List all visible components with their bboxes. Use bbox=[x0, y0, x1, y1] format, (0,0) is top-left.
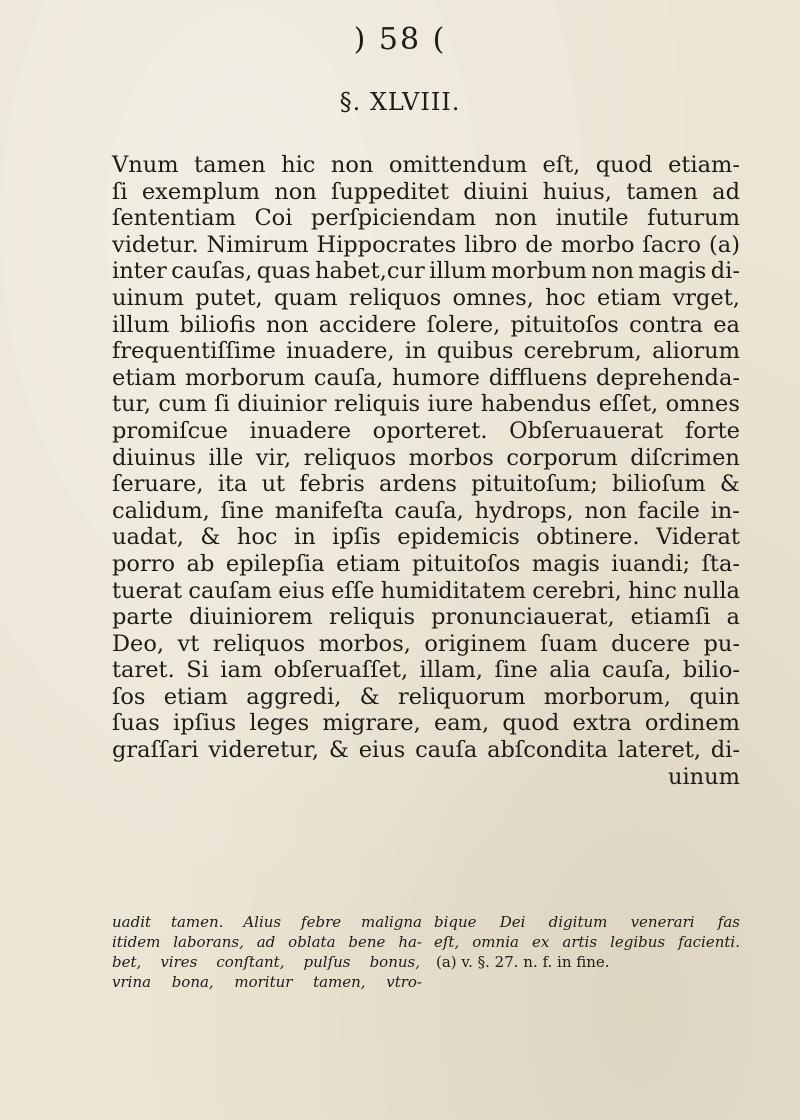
word: ipſius bbox=[173, 710, 237, 737]
word: conſtant, bbox=[216, 953, 285, 971]
word: quin bbox=[689, 683, 740, 710]
word: vir, bbox=[255, 444, 292, 471]
word: di- bbox=[710, 737, 740, 764]
word: epilepſia bbox=[225, 550, 325, 577]
text-line bbox=[112, 524, 740, 551]
word: venerari bbox=[630, 913, 695, 931]
text-line bbox=[112, 205, 740, 232]
text-line bbox=[112, 232, 740, 259]
word: cauſa, bbox=[313, 364, 384, 391]
word: digitum bbox=[548, 913, 608, 931]
word: ea bbox=[713, 311, 740, 338]
word: Obſeruauerat bbox=[509, 417, 664, 444]
word: bique bbox=[434, 913, 477, 931]
word: inuadere, bbox=[286, 338, 395, 365]
footnote-row bbox=[112, 952, 740, 972]
word: oblata bbox=[288, 933, 336, 951]
word: hoc bbox=[545, 284, 586, 311]
word: & bbox=[359, 683, 380, 710]
word: pituitoſos bbox=[510, 311, 619, 338]
word: futurum bbox=[647, 205, 740, 232]
word: quas bbox=[256, 258, 311, 285]
word: ex bbox=[531, 933, 550, 951]
text-line bbox=[112, 365, 740, 392]
word: cauſa, bbox=[394, 497, 464, 524]
word: uinum bbox=[112, 284, 185, 311]
word: non bbox=[494, 205, 538, 232]
word: fas bbox=[717, 913, 740, 931]
word: morborum bbox=[185, 364, 306, 391]
word: originem bbox=[424, 630, 527, 657]
word: putet, bbox=[195, 284, 263, 311]
section-title: §. XLVIII. bbox=[339, 88, 461, 116]
footnote-row bbox=[112, 932, 740, 952]
word: etiam bbox=[597, 284, 662, 311]
word: reliquis bbox=[333, 391, 421, 418]
word: etiam bbox=[336, 550, 401, 577]
word: illum bbox=[112, 311, 170, 338]
word: quam bbox=[273, 284, 338, 311]
word: ſi bbox=[214, 391, 230, 418]
word: bona, bbox=[171, 973, 214, 991]
text-line bbox=[112, 578, 740, 605]
word: quod bbox=[502, 710, 560, 737]
word: contra bbox=[629, 311, 703, 338]
word: inutile bbox=[555, 205, 629, 232]
word: promiſcue bbox=[112, 417, 228, 444]
word: Vnum bbox=[112, 152, 179, 178]
word: di- bbox=[710, 258, 740, 285]
word: Alius bbox=[243, 913, 282, 931]
word: nulla bbox=[683, 577, 740, 604]
word: ſuas bbox=[112, 710, 160, 737]
word: exemplum bbox=[141, 178, 260, 205]
word: humore bbox=[392, 364, 480, 391]
word: iam bbox=[220, 657, 263, 684]
word: porro bbox=[112, 550, 176, 577]
word: non bbox=[330, 152, 374, 178]
body-text bbox=[112, 152, 740, 790]
footnote-left-line bbox=[112, 952, 432, 972]
word: pituitoſum; bbox=[471, 471, 598, 498]
word: libro bbox=[464, 231, 518, 258]
word: graſſari bbox=[112, 737, 199, 764]
word: biliofis bbox=[179, 311, 256, 338]
word: ab bbox=[186, 550, 215, 577]
text-line bbox=[112, 498, 740, 525]
word: diſcrimen bbox=[630, 444, 740, 471]
word: omnes bbox=[665, 391, 740, 418]
word: vrget, bbox=[672, 284, 740, 311]
word: & bbox=[328, 737, 349, 764]
word: & bbox=[200, 524, 221, 551]
word: etiamſi bbox=[630, 604, 711, 631]
word: reliquos bbox=[303, 444, 397, 471]
word: pronunciauerat, bbox=[431, 604, 615, 631]
text-line bbox=[112, 684, 740, 711]
text-line bbox=[112, 551, 740, 578]
word: perſpiciendam bbox=[310, 205, 477, 232]
word: bilioſum bbox=[612, 471, 706, 498]
text-line bbox=[112, 152, 740, 179]
word: huius, bbox=[542, 178, 612, 205]
word: abſcondita bbox=[487, 737, 608, 764]
word: uadit bbox=[112, 913, 152, 931]
word: diuini bbox=[463, 178, 529, 205]
word: bet, bbox=[112, 953, 142, 971]
word: Deo, bbox=[112, 630, 165, 657]
word: eam, bbox=[433, 710, 490, 737]
word: ordinem bbox=[644, 710, 740, 737]
word: pulſus bbox=[303, 953, 351, 971]
word: in- bbox=[710, 497, 740, 524]
word: facile bbox=[637, 497, 700, 524]
word: etiam- bbox=[668, 152, 740, 178]
word: ducere bbox=[611, 630, 691, 657]
word: videtur. bbox=[112, 231, 199, 258]
word: morbum bbox=[491, 258, 587, 285]
word: quibus bbox=[436, 338, 514, 365]
word: a bbox=[726, 604, 740, 631]
word: eius bbox=[278, 577, 325, 604]
word: morbos bbox=[408, 444, 494, 471]
word: ille bbox=[208, 444, 244, 471]
word: Nimirum bbox=[206, 231, 309, 258]
footnote-row bbox=[112, 972, 740, 992]
page-number-header: ) 58 ( bbox=[353, 22, 447, 57]
footnote-right-line bbox=[434, 912, 740, 932]
word: reliquos bbox=[348, 284, 442, 311]
word: facienti. bbox=[678, 933, 740, 951]
word: hinc bbox=[628, 577, 677, 604]
word: aggredi, bbox=[246, 683, 342, 710]
word: oporteret. bbox=[372, 417, 488, 444]
footnote-right-line: (a) v. §. 27. n. f. in fine. bbox=[435, 953, 610, 971]
word: inter bbox=[112, 258, 167, 285]
word: migrare, bbox=[322, 710, 421, 737]
word: morbo bbox=[560, 231, 635, 258]
word: humiditatem bbox=[380, 577, 526, 604]
word: hydrops, bbox=[474, 497, 574, 524]
word: reliquos bbox=[212, 630, 306, 657]
word: tamen, bbox=[313, 973, 366, 991]
word: cerebrum, bbox=[523, 338, 642, 365]
footnote-left-line bbox=[112, 972, 434, 992]
word: eſſet, bbox=[598, 391, 659, 418]
word: ſi bbox=[112, 178, 128, 205]
word: Viderat bbox=[655, 524, 740, 551]
word: habendus bbox=[480, 391, 592, 418]
text-line bbox=[112, 657, 740, 684]
word: leges bbox=[249, 710, 310, 737]
word: non bbox=[584, 497, 627, 524]
footnote-right-line bbox=[434, 972, 740, 992]
word: accidere bbox=[318, 311, 417, 338]
word: febre bbox=[301, 913, 342, 931]
word: calidum, bbox=[112, 497, 210, 524]
word: febris bbox=[299, 471, 365, 498]
word: taret. bbox=[112, 657, 175, 684]
word: iuandi; bbox=[611, 550, 691, 577]
word: Coi bbox=[254, 205, 293, 232]
word: etiam bbox=[112, 364, 177, 391]
word: manifeſta bbox=[274, 497, 384, 524]
word: deprehenda- bbox=[596, 364, 740, 391]
word: non bbox=[266, 311, 309, 338]
word: pu- bbox=[703, 630, 740, 657]
word: de bbox=[525, 231, 553, 258]
text-line bbox=[112, 471, 740, 498]
text-line bbox=[112, 631, 740, 658]
word: diffluens bbox=[488, 364, 588, 391]
word: morbos, bbox=[318, 630, 411, 657]
word: cauſa bbox=[415, 737, 478, 764]
word: ſuppeditet bbox=[331, 178, 449, 205]
word: artis bbox=[562, 933, 598, 951]
word: in bbox=[294, 524, 316, 551]
text-line bbox=[112, 604, 740, 631]
word: tamen. bbox=[170, 913, 224, 931]
word: forte bbox=[684, 417, 740, 444]
text-line bbox=[112, 338, 740, 365]
text-line bbox=[112, 710, 740, 737]
word: habet,cur bbox=[315, 258, 425, 285]
footnote-right-line bbox=[434, 932, 740, 952]
word: magis bbox=[638, 258, 707, 285]
word: ſolere, bbox=[426, 311, 501, 338]
word: epidemicis bbox=[397, 524, 520, 551]
word: ſine bbox=[220, 497, 264, 524]
word: legibus bbox=[610, 933, 666, 951]
word: Hippocrates bbox=[316, 231, 457, 258]
word: cum bbox=[158, 391, 207, 418]
word: iure bbox=[427, 391, 474, 418]
word: cerebri, bbox=[532, 577, 622, 604]
word: eſſe bbox=[331, 577, 375, 604]
word: bonus, bbox=[369, 953, 420, 971]
word: bene bbox=[348, 933, 386, 951]
word: ſuam bbox=[540, 630, 598, 657]
footnote-left-line bbox=[112, 912, 434, 932]
catchword: uinum bbox=[667, 763, 740, 790]
word: corporum bbox=[506, 444, 618, 471]
word: reliquorum bbox=[397, 683, 526, 710]
word: non bbox=[274, 178, 317, 205]
word: maligna bbox=[361, 913, 422, 931]
word: pituitoſos bbox=[412, 550, 521, 577]
word: aliorum bbox=[652, 338, 740, 365]
word: diuinior bbox=[237, 391, 327, 418]
word: vrina bbox=[112, 973, 152, 991]
text-line bbox=[112, 285, 740, 312]
text-line bbox=[112, 737, 740, 764]
word: & bbox=[719, 471, 740, 498]
word: Dei bbox=[499, 913, 526, 931]
word: vt bbox=[177, 630, 200, 657]
word: tur, bbox=[112, 391, 151, 418]
word: frequentiſſime bbox=[112, 338, 276, 365]
word: ſine bbox=[494, 657, 538, 684]
word: morborum, bbox=[543, 683, 672, 710]
word: magis bbox=[531, 550, 600, 577]
footnotes bbox=[112, 912, 740, 992]
word: cauſas, bbox=[171, 258, 253, 285]
word: ad bbox=[712, 178, 740, 205]
word: ſos bbox=[112, 683, 146, 710]
text-line bbox=[112, 312, 740, 339]
word: etiam bbox=[163, 683, 229, 710]
word: ardens bbox=[379, 471, 457, 498]
word: ſeruare, bbox=[112, 471, 204, 498]
word: uadat, bbox=[112, 524, 184, 551]
word: cauſa, bbox=[601, 657, 672, 684]
word: hic bbox=[281, 152, 316, 178]
word: omittendum bbox=[388, 152, 528, 178]
word: non bbox=[591, 258, 634, 285]
word: obtinere. bbox=[536, 524, 640, 551]
word: bilio- bbox=[682, 657, 740, 684]
word: illum bbox=[429, 258, 487, 285]
word: eſt, bbox=[542, 152, 581, 178]
word: extra bbox=[572, 710, 632, 737]
word: vtro- bbox=[386, 973, 422, 991]
word: ipſis bbox=[332, 524, 381, 551]
word: hoc bbox=[236, 524, 278, 551]
word: omnes, bbox=[452, 284, 534, 311]
word: eſt, bbox=[434, 933, 460, 951]
text-line bbox=[112, 258, 740, 285]
word: ita bbox=[217, 471, 248, 498]
text-line bbox=[112, 418, 740, 445]
word: tamen bbox=[626, 178, 698, 205]
word: vires bbox=[160, 953, 198, 971]
text-line bbox=[112, 445, 740, 472]
footnote-row bbox=[112, 912, 740, 932]
word: obſeruaſſet, bbox=[273, 657, 409, 684]
text-line bbox=[112, 391, 740, 418]
word: tamen bbox=[194, 152, 266, 178]
word: lateret, bbox=[617, 737, 701, 764]
word: Si bbox=[186, 657, 209, 684]
footnote-left-line bbox=[112, 932, 434, 952]
word: eius bbox=[358, 737, 406, 764]
word: ad bbox=[256, 933, 276, 951]
word: parte bbox=[112, 604, 173, 631]
word: ſententiam bbox=[112, 205, 236, 232]
word: quod bbox=[595, 152, 653, 178]
word: cauſam bbox=[188, 577, 272, 604]
word: in bbox=[404, 338, 427, 365]
word: diuiniorem bbox=[188, 604, 313, 631]
word: ſacro bbox=[642, 231, 702, 258]
word: inuadere bbox=[249, 417, 352, 444]
word: laborans, bbox=[173, 933, 244, 951]
word: reliquis bbox=[328, 604, 416, 631]
text-line bbox=[112, 179, 740, 206]
word: illam, bbox=[419, 657, 484, 684]
word: tuerat bbox=[112, 577, 183, 604]
word: moritur bbox=[234, 973, 293, 991]
word: ut bbox=[261, 471, 286, 498]
word: (a) bbox=[709, 231, 740, 258]
word: itidem bbox=[112, 933, 161, 951]
word: omnia bbox=[472, 933, 519, 951]
word: videretur, bbox=[208, 737, 320, 764]
word: diuinus bbox=[112, 444, 196, 471]
word: ſta- bbox=[701, 550, 740, 577]
word: ha- bbox=[398, 933, 422, 951]
word: alia bbox=[549, 657, 591, 684]
